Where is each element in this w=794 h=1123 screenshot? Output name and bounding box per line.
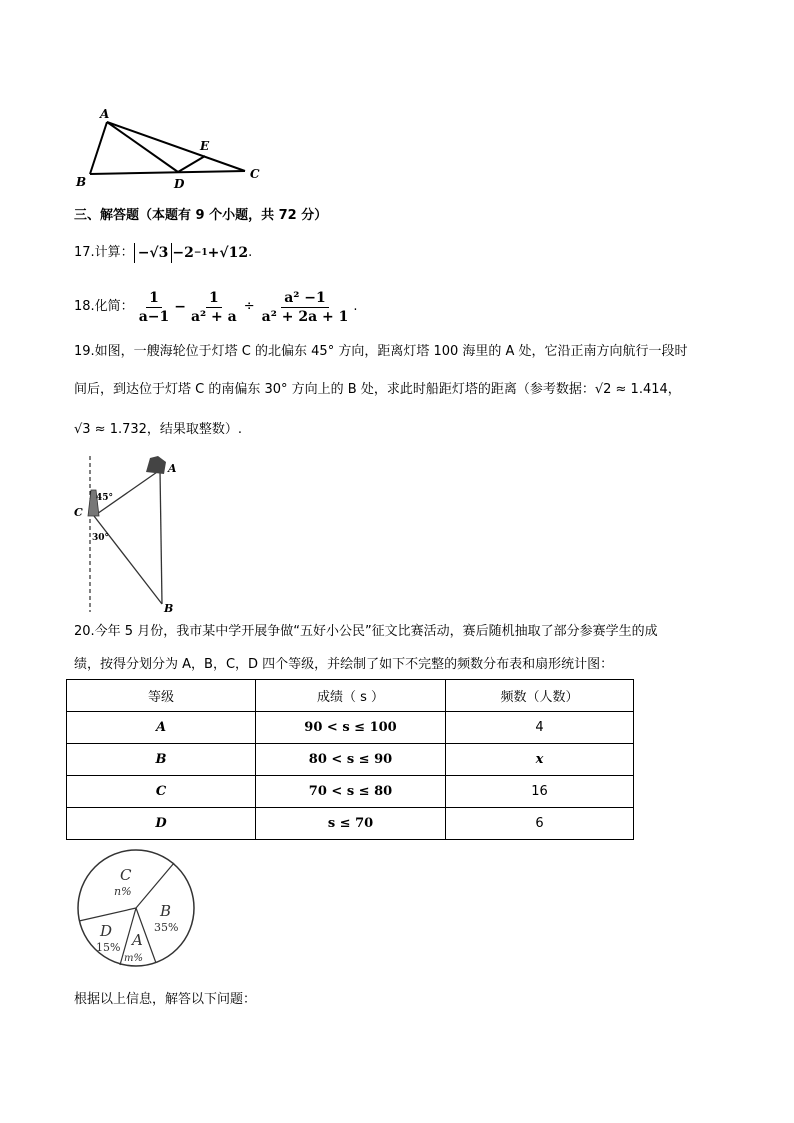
q18-fraction-3: $\frac{\text{a² −1}}{\text{a² + 2a + 1}}$: [261, 289, 349, 325]
q19-line-2: 间后，到达位于灯塔 C 的南偏东 30° 方向上的 B 处，求此时船距灯塔的距离（参考数据：√2 ≈ 1.414，: [74, 382, 681, 397]
q17-prefix: 17.计算：: [74, 245, 134, 260]
q20-line-2: 绩，按得分划分为 A，B，C，D 四个等级，并绘制了如下不完整的频数分布表和扇形统计图：: [74, 657, 614, 672]
label-D: D: [174, 177, 185, 191]
label-C: C: [250, 167, 260, 181]
pie-label-B: B: [160, 902, 172, 920]
fig2-label-A: A: [168, 462, 177, 475]
table-header-row: [67, 680, 634, 712]
cell-count: 6: [446, 808, 634, 840]
frequency-table: [66, 679, 634, 840]
table-row: [67, 776, 634, 808]
q18-fraction-1: $\frac{1}{a-1}$: [138, 289, 170, 325]
section-heading: 三、解答题（本题有 9 个小题，共 72 分）: [74, 208, 328, 223]
table-row: [67, 712, 634, 744]
q17-exp: −1: [193, 248, 208, 258]
q17-abs: [134, 243, 173, 263]
cell-count: 16: [446, 776, 634, 808]
table-row: [67, 808, 634, 840]
table-row: [67, 744, 634, 776]
label-B: B: [76, 175, 87, 189]
lighthouse-figure: [72, 452, 192, 617]
question-18: [74, 285, 358, 329]
q17-abs-inner: −√3: [137, 245, 169, 261]
q20-line-1: 20.今年 5 月份，我市某中学开展争做“五好小公民”征文比赛活动，赛后随机抽取了部分参赛学生的成: [74, 624, 658, 639]
pie-chart: [74, 848, 204, 972]
fig2-label-C: C: [74, 506, 83, 519]
cell-grade: D: [67, 808, 256, 840]
fig2-angle-45: 45°: [96, 493, 114, 503]
label-E: E: [200, 139, 210, 153]
q18-div: ÷: [243, 299, 255, 314]
header-count: 频数（人数）: [446, 680, 634, 712]
q19-line-3: √3 ≈ 1.732，结果取整数）.: [74, 422, 243, 437]
q17-end: .: [248, 245, 253, 260]
pie-label-A: A: [132, 931, 143, 949]
header-score: 成绩（ s ）: [256, 680, 446, 712]
cell-range: 80 < s ≤ 90: [256, 744, 446, 776]
q17-tail: +√12: [207, 245, 249, 261]
triangle-figure: [70, 104, 270, 194]
pie-divider-d-c: [79, 908, 136, 921]
cell-grade: C: [67, 776, 256, 808]
cell-count: 4: [446, 712, 634, 744]
pie-value-D: 15%: [96, 941, 121, 954]
pie-value-C: n%: [114, 885, 132, 898]
pie-value-B: 35%: [154, 921, 179, 934]
q18-end: .: [353, 299, 358, 314]
q17-rest: −2: [172, 245, 194, 261]
q18-fraction-2: $\frac{1}{\text{a² + a}}$: [190, 289, 237, 325]
closing-line: 根据以上信息，解答以下问题：: [74, 992, 257, 1007]
q18-minus: −: [174, 299, 186, 315]
ship-icon: [146, 456, 166, 474]
pie-value-A: m%: [124, 953, 143, 964]
header-grade: 等级: [67, 680, 256, 712]
q18-prefix: 18.化简：: [74, 299, 134, 314]
fig2-label-B: B: [164, 602, 174, 615]
label-A: A: [100, 107, 110, 121]
cell-range: 70 < s ≤ 80: [256, 776, 446, 808]
cell-count: x: [446, 744, 634, 776]
cell-range: s ≤ 70: [256, 808, 446, 840]
fig2-angle-30: 30°: [92, 533, 110, 543]
question-17: [74, 240, 252, 266]
cell-grade: B: [67, 744, 256, 776]
cell-range: 90 < s ≤ 100: [256, 712, 446, 744]
pie-label-C: C: [120, 866, 132, 884]
q19-line-1: 19.如图，一艘海轮位于灯塔 C 的北偏东 45° 方向，距离灯塔 100 海里的 A 处，它沿正南方向航行一段时: [74, 344, 688, 359]
pie-label-D: D: [100, 922, 113, 940]
cell-grade: A: [67, 712, 256, 744]
